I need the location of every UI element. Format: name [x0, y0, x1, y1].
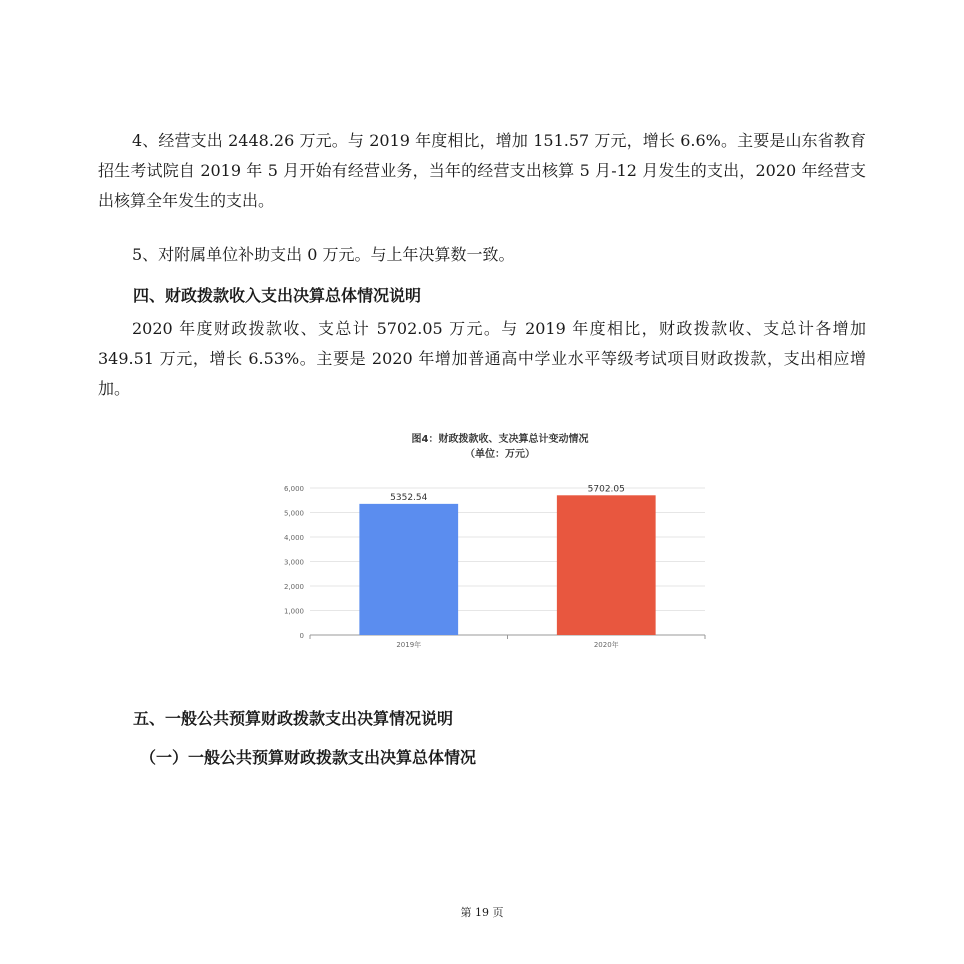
bar	[359, 504, 458, 635]
bar	[557, 495, 656, 635]
y-tick-label: 1,000	[283, 607, 304, 616]
section-heading-four: 四、财政拨款收入支出决算总体情况说明	[133, 286, 422, 305]
y-tick-label: 2,000	[283, 583, 304, 591]
paragraph-subsidy-expenses: 5、对附属单位补助支出 0 万元。与上年决算数一致。	[132, 245, 515, 264]
data-label: 5702.05	[587, 484, 625, 495]
paragraph-operating-expenses: 4、经营支出 2448.26 万元。与 2019 年度相比，增加 151.57 万元，增长 6.6%。主要是山东省教育招生考试院自 2019 年 5 月开始有经营业务，当年的经营支出核算 5 月-12 月发生的支出，2020 年经营支出核算全年发生的支出。	[98, 131, 866, 210]
section-heading-five: 五、一般公共预算财政拨款支出决算情况说明	[133, 709, 454, 728]
page-number: 第 19 页	[460, 906, 504, 919]
y-tick-label: 6,000	[283, 485, 304, 493]
x-tick-label: 2020年	[593, 641, 619, 649]
subsection-heading-one: （一）一般公共预算财政拨款支出决算总体情况	[140, 748, 477, 767]
chart-svg	[280, 425, 720, 655]
y-tick-label: 5,000	[283, 509, 304, 518]
chart-title: 图4：财政拨款收、支决算总计变动情况	[411, 434, 589, 445]
x-tick-label: 2019年	[396, 641, 422, 649]
y-tick-label: 3,000	[283, 558, 304, 567]
y-tick-label: 0	[299, 632, 304, 640]
y-tick-label: 4,000	[283, 534, 304, 542]
data-label: 5352.54	[390, 492, 428, 503]
chart-subtitle: （单位：万元）	[465, 449, 535, 460]
bar-chart	[280, 425, 720, 655]
paragraph-fiscal-total: 2020 年度财政拨款收、支总计 5702.05 万元。与 2019 年度相比，财政拨款收、支总计各增加 349.51 万元，增长 6.53%。主要是 2020 年增加普通高中学业水平等级考试项目财政拨款，支出相应增加。	[98, 319, 866, 398]
